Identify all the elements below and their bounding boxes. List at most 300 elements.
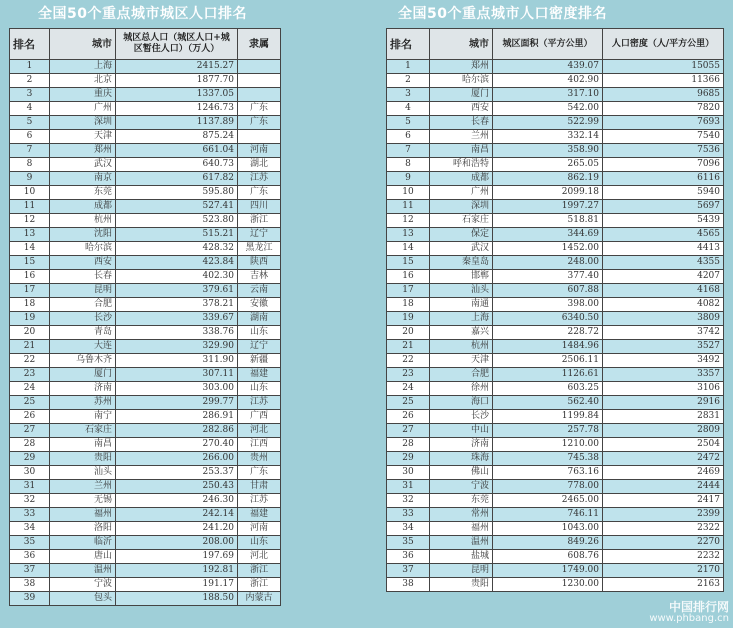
table-row (10, 466, 281, 480)
table-row (387, 158, 724, 172)
province-cell (238, 130, 281, 144)
table-row (387, 326, 724, 340)
city-cell: 成都 (430, 172, 493, 186)
area-cell: 2506.11 (493, 354, 603, 368)
province-header: 隶属 (238, 29, 281, 60)
density-table-body (387, 60, 724, 592)
city-cell: 兰州 (430, 130, 493, 144)
table-row (10, 326, 281, 340)
city-cell: 南宁 (50, 410, 116, 424)
rank-cell: 17 (10, 284, 50, 298)
population-cell: 197.69 (116, 550, 238, 564)
table-row (387, 102, 724, 116)
city-cell: 广州 (430, 186, 493, 200)
density-cell: 7540 (603, 130, 724, 144)
province-cell: 内蒙古 (238, 592, 281, 606)
rank-cell: 27 (387, 424, 430, 438)
city-cell: 北京 (50, 74, 116, 88)
province-cell (238, 60, 281, 74)
table-row (387, 354, 724, 368)
province-cell: 河南 (238, 144, 281, 158)
city-cell: 厦门 (50, 368, 116, 382)
province-cell: 黑龙江 (238, 242, 281, 256)
watermark-url: www.phbang.cn (649, 613, 729, 624)
province-cell: 广东 (238, 116, 281, 130)
population-cell: 242.14 (116, 508, 238, 522)
area-cell: 344.69 (493, 228, 603, 242)
province-cell: 广东 (238, 186, 281, 200)
province-cell: 陕西 (238, 256, 281, 270)
rank-cell: 30 (387, 466, 430, 480)
rank-cell: 16 (10, 270, 50, 284)
density-cell: 5697 (603, 200, 724, 214)
table-row (10, 158, 281, 172)
table-row (387, 452, 724, 466)
density-cell: 2322 (603, 522, 724, 536)
rank-cell: 29 (387, 452, 430, 466)
population-cell: 339.67 (116, 312, 238, 326)
city-cell: 乌鲁木齐 (50, 354, 116, 368)
population-cell: 378.21 (116, 298, 238, 312)
table-row (10, 242, 281, 256)
city-cell: 福州 (50, 508, 116, 522)
density-cell: 4082 (603, 298, 724, 312)
population-cell: 1337.05 (116, 88, 238, 102)
table-row (10, 396, 281, 410)
city-cell: 大连 (50, 340, 116, 354)
city-cell: 东莞 (50, 186, 116, 200)
table-row (387, 536, 724, 550)
city-cell: 杭州 (50, 214, 116, 228)
city-cell: 宁波 (50, 578, 116, 592)
table-row (10, 186, 281, 200)
area-cell: 1230.00 (493, 578, 603, 592)
city-cell: 珠海 (430, 452, 493, 466)
area-cell: 518.81 (493, 214, 603, 228)
table-row (10, 508, 281, 522)
area-cell: 377.40 (493, 270, 603, 284)
province-cell: 浙江 (238, 214, 281, 228)
population-cell: 875.24 (116, 130, 238, 144)
density-cell: 2504 (603, 438, 724, 452)
rank-cell: 25 (387, 396, 430, 410)
rank-cell: 3 (10, 88, 50, 102)
city-cell: 临沂 (50, 536, 116, 550)
rank-cell: 7 (387, 144, 430, 158)
density-cell: 4565 (603, 228, 724, 242)
rank-cell: 10 (10, 186, 50, 200)
area-cell: 2465.00 (493, 494, 603, 508)
area-cell: 542.00 (493, 102, 603, 116)
rank-cell: 14 (387, 242, 430, 256)
table-row (10, 536, 281, 550)
province-cell: 广东 (238, 466, 281, 480)
rank-cell: 6 (10, 130, 50, 144)
density-cell: 2831 (603, 410, 724, 424)
table-row (387, 214, 724, 228)
table-row (10, 340, 281, 354)
city-cell: 邯郸 (430, 270, 493, 284)
density-cell: 3492 (603, 354, 724, 368)
city-cell: 郑州 (50, 144, 116, 158)
density-cell: 4168 (603, 284, 724, 298)
rank-cell: 39 (10, 592, 50, 606)
city-cell: 天津 (430, 354, 493, 368)
density-cell: 2417 (603, 494, 724, 508)
city-cell: 上海 (430, 312, 493, 326)
population-header: 城区总人口（城区人口+城区暂住人口）（万人） (116, 29, 238, 60)
density-cell: 9685 (603, 88, 724, 102)
density-cell: 2270 (603, 536, 724, 550)
population-cell: 188.50 (116, 592, 238, 606)
rank-cell: 25 (10, 396, 50, 410)
province-cell: 河北 (238, 424, 281, 438)
population-cell: 428.32 (116, 242, 238, 256)
table-row (387, 200, 724, 214)
province-cell: 浙江 (238, 564, 281, 578)
province-cell: 福建 (238, 508, 281, 522)
area-cell: 248.00 (493, 256, 603, 270)
area-cell: 439.07 (493, 60, 603, 74)
area-cell: 746.11 (493, 508, 603, 522)
rank-cell: 8 (10, 158, 50, 172)
table-row (387, 186, 724, 200)
table-row (387, 396, 724, 410)
table-row (387, 382, 724, 396)
rank-cell: 15 (10, 256, 50, 270)
province-cell (238, 74, 281, 88)
province-cell: 江苏 (238, 172, 281, 186)
table-row (387, 172, 724, 186)
table-row (10, 214, 281, 228)
rank-cell: 19 (10, 312, 50, 326)
table-row (10, 172, 281, 186)
rank-cell: 21 (387, 340, 430, 354)
table-row (387, 60, 724, 74)
area-cell: 398.00 (493, 298, 603, 312)
area-cell: 2099.18 (493, 186, 603, 200)
table-row (10, 494, 281, 508)
province-cell: 辽宁 (238, 340, 281, 354)
city-cell: 汕头 (50, 466, 116, 480)
table-row (387, 550, 724, 564)
density-cell: 4207 (603, 270, 724, 284)
province-cell: 湖北 (238, 158, 281, 172)
rank-cell: 36 (387, 550, 430, 564)
density-ranking-table (386, 28, 724, 592)
rank-cell: 20 (10, 326, 50, 340)
rank-cell: 12 (10, 214, 50, 228)
city-cell: 常州 (430, 508, 493, 522)
rank-cell: 33 (10, 508, 50, 522)
city-cell: 海口 (430, 396, 493, 410)
table-row (387, 116, 724, 130)
rank-cell: 32 (10, 494, 50, 508)
table-row (387, 466, 724, 480)
rank-cell: 32 (387, 494, 430, 508)
table-row (10, 578, 281, 592)
rank-cell: 13 (10, 228, 50, 242)
rank-cell: 6 (387, 130, 430, 144)
table-row (10, 550, 281, 564)
city-cell: 南昌 (430, 144, 493, 158)
area-cell: 317.10 (493, 88, 603, 102)
province-cell: 广东 (238, 102, 281, 116)
area-cell: 1749.00 (493, 564, 603, 578)
rank-cell: 15 (387, 256, 430, 270)
population-cell: 527.41 (116, 200, 238, 214)
city-cell: 长沙 (50, 312, 116, 326)
density-cell: 2232 (603, 550, 724, 564)
rank-cell: 38 (10, 578, 50, 592)
area-cell: 1199.84 (493, 410, 603, 424)
area-cell: 1997.27 (493, 200, 603, 214)
population-cell: 266.00 (116, 452, 238, 466)
city-cell: 兰州 (50, 480, 116, 494)
population-cell: 311.90 (116, 354, 238, 368)
population-cell: 286.91 (116, 410, 238, 424)
density-cell: 2469 (603, 466, 724, 480)
table-row (10, 522, 281, 536)
table-row (10, 74, 281, 88)
table-row (387, 522, 724, 536)
city-cell: 济南 (430, 438, 493, 452)
population-cell: 241.20 (116, 522, 238, 536)
rank-cell: 7 (10, 144, 50, 158)
population-ranking-table (9, 28, 281, 606)
rank-cell: 24 (10, 382, 50, 396)
city-cell: 秦皇岛 (430, 256, 493, 270)
population-cell: 379.61 (116, 284, 238, 298)
city-header: 城市 (50, 29, 116, 60)
province-cell: 江苏 (238, 494, 281, 508)
city-cell: 成都 (50, 200, 116, 214)
table-row (387, 284, 724, 298)
province-cell: 山东 (238, 326, 281, 340)
city-cell: 上海 (50, 60, 116, 74)
rank-cell: 34 (10, 522, 50, 536)
province-cell: 四川 (238, 200, 281, 214)
rank-cell: 38 (387, 578, 430, 592)
table-row (10, 424, 281, 438)
density-ranking-title: 全国50个重点城市人口密度排名 (398, 6, 607, 22)
province-cell: 安徽 (238, 298, 281, 312)
rank-cell: 1 (10, 60, 50, 74)
area-cell: 849.26 (493, 536, 603, 550)
population-cell: 595.80 (116, 186, 238, 200)
rank-cell: 22 (387, 354, 430, 368)
rank-cell: 13 (387, 228, 430, 242)
table-row (387, 564, 724, 578)
province-cell: 新疆 (238, 354, 281, 368)
table-row (10, 60, 281, 74)
city-cell: 温州 (50, 564, 116, 578)
table-row (10, 284, 281, 298)
province-cell: 江西 (238, 438, 281, 452)
city-cell: 石家庄 (430, 214, 493, 228)
population-cell: 282.86 (116, 424, 238, 438)
city-cell: 呼和浩特 (430, 158, 493, 172)
city-cell: 深圳 (50, 116, 116, 130)
rank-cell: 36 (10, 550, 50, 564)
rank-cell: 16 (387, 270, 430, 284)
table-row (10, 228, 281, 242)
density-cell: 2399 (603, 508, 724, 522)
province-cell: 山东 (238, 382, 281, 396)
population-cell: 253.37 (116, 466, 238, 480)
rank-header: 排名 (387, 29, 430, 60)
population-cell: 402.30 (116, 270, 238, 284)
density-cell: 5940 (603, 186, 724, 200)
province-cell: 贵州 (238, 452, 281, 466)
rank-cell: 31 (10, 480, 50, 494)
rank-cell: 4 (10, 102, 50, 116)
province-cell: 广西 (238, 410, 281, 424)
province-cell: 湖南 (238, 312, 281, 326)
city-cell: 南京 (50, 172, 116, 186)
rank-cell: 22 (10, 354, 50, 368)
table-row (10, 354, 281, 368)
population-cell: 661.04 (116, 144, 238, 158)
table-row (10, 480, 281, 494)
table-row (387, 270, 724, 284)
population-cell: 270.40 (116, 438, 238, 452)
density-cell: 2916 (603, 396, 724, 410)
rank-cell: 14 (10, 242, 50, 256)
rank-cell: 3 (387, 88, 430, 102)
rank-cell: 37 (387, 564, 430, 578)
city-cell: 贵阳 (50, 452, 116, 466)
city-cell: 合肥 (430, 368, 493, 382)
city-cell: 福州 (430, 522, 493, 536)
city-cell: 汕头 (430, 284, 493, 298)
table-row (387, 144, 724, 158)
table-row (10, 438, 281, 452)
area-cell: 1210.00 (493, 438, 603, 452)
rank-cell: 5 (10, 116, 50, 130)
density-cell: 3106 (603, 382, 724, 396)
city-cell: 哈尔滨 (430, 74, 493, 88)
province-cell: 吉林 (238, 270, 281, 284)
city-cell: 嘉兴 (430, 326, 493, 340)
table-row (10, 564, 281, 578)
density-cell: 7693 (603, 116, 724, 130)
city-cell: 贵阳 (430, 578, 493, 592)
table-row (387, 256, 724, 270)
density-cell: 2444 (603, 480, 724, 494)
rank-cell: 8 (387, 158, 430, 172)
city-cell: 宁波 (430, 480, 493, 494)
city-cell: 天津 (50, 130, 116, 144)
city-header: 城市 (430, 29, 493, 60)
table-row (10, 88, 281, 102)
area-cell: 522.99 (493, 116, 603, 130)
table-row (387, 312, 724, 326)
city-cell: 杭州 (430, 340, 493, 354)
density-cell: 3809 (603, 312, 724, 326)
table-header-row (10, 29, 281, 60)
rank-cell: 31 (387, 480, 430, 494)
density-cell: 5439 (603, 214, 724, 228)
table-row (10, 368, 281, 382)
table-row (387, 578, 724, 592)
city-cell: 武汉 (430, 242, 493, 256)
density-header: 人口密度（人/平方公里） (603, 29, 724, 60)
table-row (10, 200, 281, 214)
density-cell: 7820 (603, 102, 724, 116)
population-cell: 515.21 (116, 228, 238, 242)
rank-cell: 26 (10, 410, 50, 424)
city-cell: 长春 (430, 116, 493, 130)
population-ranking-title: 全国50个重点城市城区人口排名 (38, 6, 247, 22)
city-cell: 昆明 (50, 284, 116, 298)
city-cell: 哈尔滨 (50, 242, 116, 256)
table-row (10, 312, 281, 326)
area-cell: 6340.50 (493, 312, 603, 326)
area-header: 城区面积（平方公里） (493, 29, 603, 60)
city-cell: 唐山 (50, 550, 116, 564)
table-row (10, 256, 281, 270)
city-cell: 中山 (430, 424, 493, 438)
table-row (387, 340, 724, 354)
rank-cell: 4 (387, 102, 430, 116)
density-cell: 2472 (603, 452, 724, 466)
rank-cell: 19 (387, 312, 430, 326)
rank-cell: 23 (387, 368, 430, 382)
rank-cell: 1 (387, 60, 430, 74)
rank-cell: 2 (10, 74, 50, 88)
province-cell: 河南 (238, 522, 281, 536)
city-cell: 盐城 (430, 550, 493, 564)
rank-cell: 10 (387, 186, 430, 200)
table-row (10, 130, 281, 144)
rank-header: 排名 (10, 29, 50, 60)
population-cell: 617.82 (116, 172, 238, 186)
table-row (387, 74, 724, 88)
table-row (10, 592, 281, 606)
population-cell: 303.00 (116, 382, 238, 396)
table-row (387, 130, 724, 144)
city-cell: 长春 (50, 270, 116, 284)
rank-cell: 28 (10, 438, 50, 452)
population-cell: 1877.70 (116, 74, 238, 88)
city-cell: 南通 (430, 298, 493, 312)
table-row (10, 144, 281, 158)
table-row (387, 228, 724, 242)
population-cell: 2415.27 (116, 60, 238, 74)
city-cell: 保定 (430, 228, 493, 242)
city-cell: 厦门 (430, 88, 493, 102)
watermark (649, 602, 729, 624)
density-cell: 7096 (603, 158, 724, 172)
rank-cell: 21 (10, 340, 50, 354)
city-cell: 昆明 (430, 564, 493, 578)
density-cell: 3742 (603, 326, 724, 340)
table-row (10, 452, 281, 466)
population-cell: 338.76 (116, 326, 238, 340)
density-cell: 2170 (603, 564, 724, 578)
city-cell: 南昌 (50, 438, 116, 452)
table-row (10, 116, 281, 130)
table-header-row (387, 29, 724, 60)
rank-cell: 35 (10, 536, 50, 550)
density-cell: 2163 (603, 578, 724, 592)
table-row (387, 424, 724, 438)
population-cell: 329.90 (116, 340, 238, 354)
area-cell: 1043.00 (493, 522, 603, 536)
density-cell: 2809 (603, 424, 724, 438)
city-cell: 无锡 (50, 494, 116, 508)
